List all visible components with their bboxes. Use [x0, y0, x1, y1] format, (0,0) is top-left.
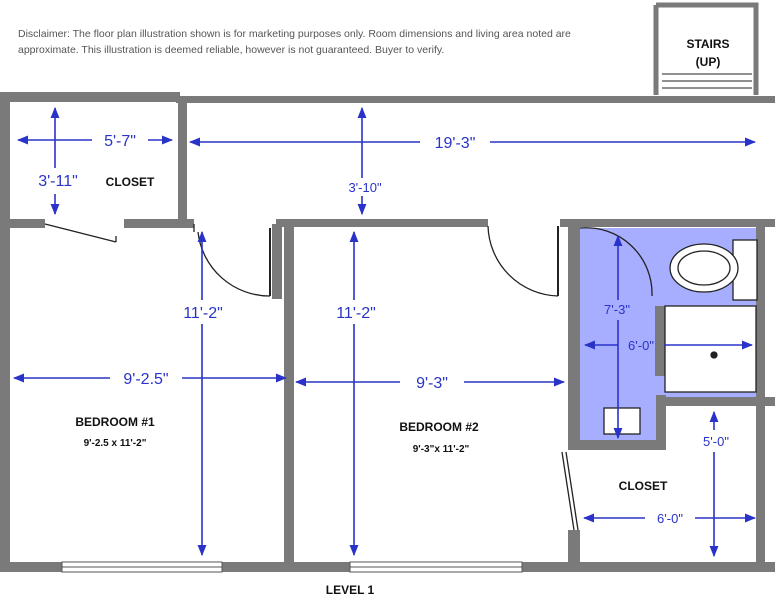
bath-width-label: 6'-0"	[628, 338, 654, 353]
vanity-icon	[665, 306, 756, 392]
closet-right-height-label: 5'-0"	[703, 434, 729, 449]
walls	[0, 92, 775, 572]
bath-height-label: 7'-3"	[604, 302, 630, 317]
bedroom2-height-label: 11'-2"	[336, 305, 376, 322]
closet-top-width-label: 5'-7"	[104, 133, 136, 150]
bedroom1-width-label: 9'-2.5"	[123, 371, 169, 388]
closet-top-height-label: 3'-11"	[38, 173, 78, 190]
bedroom1-height-label: 11'-2"	[183, 305, 223, 322]
bedroom2-label: BEDROOM #2	[399, 420, 479, 434]
closet-top-label: CLOSET	[105, 175, 155, 189]
stairs-label: STAIRS	[686, 37, 730, 51]
bedroom2-width-label: 9'-3"	[416, 375, 448, 392]
stairs	[656, 5, 756, 95]
stairs-direction-label: (UP)	[695, 55, 721, 69]
hall-height-label: 3'-10"	[348, 180, 382, 195]
closet-right-label: CLOSET	[618, 479, 668, 493]
disclaimer-text: Disclaimer: The floor plan illustration shown is for marketing purposes only. Room dimensions and living area noted are approximate. This illustration is deemed reliable, however is not guaranteed. Buyer to verify.	[18, 28, 571, 56]
bedroom1-dims-label: 9'-2.5 x 11'-2"	[83, 438, 147, 449]
sink-icon	[604, 408, 640, 434]
hall-width-label: 19'-3"	[434, 135, 476, 152]
bedroom2-dims-label: 9'-3"x 11'-2"	[412, 444, 470, 455]
closet-right-width-label: 6'-0"	[657, 511, 683, 526]
bedroom1-label: BEDROOM #1	[75, 415, 155, 429]
level-label: LEVEL 1	[325, 583, 375, 597]
